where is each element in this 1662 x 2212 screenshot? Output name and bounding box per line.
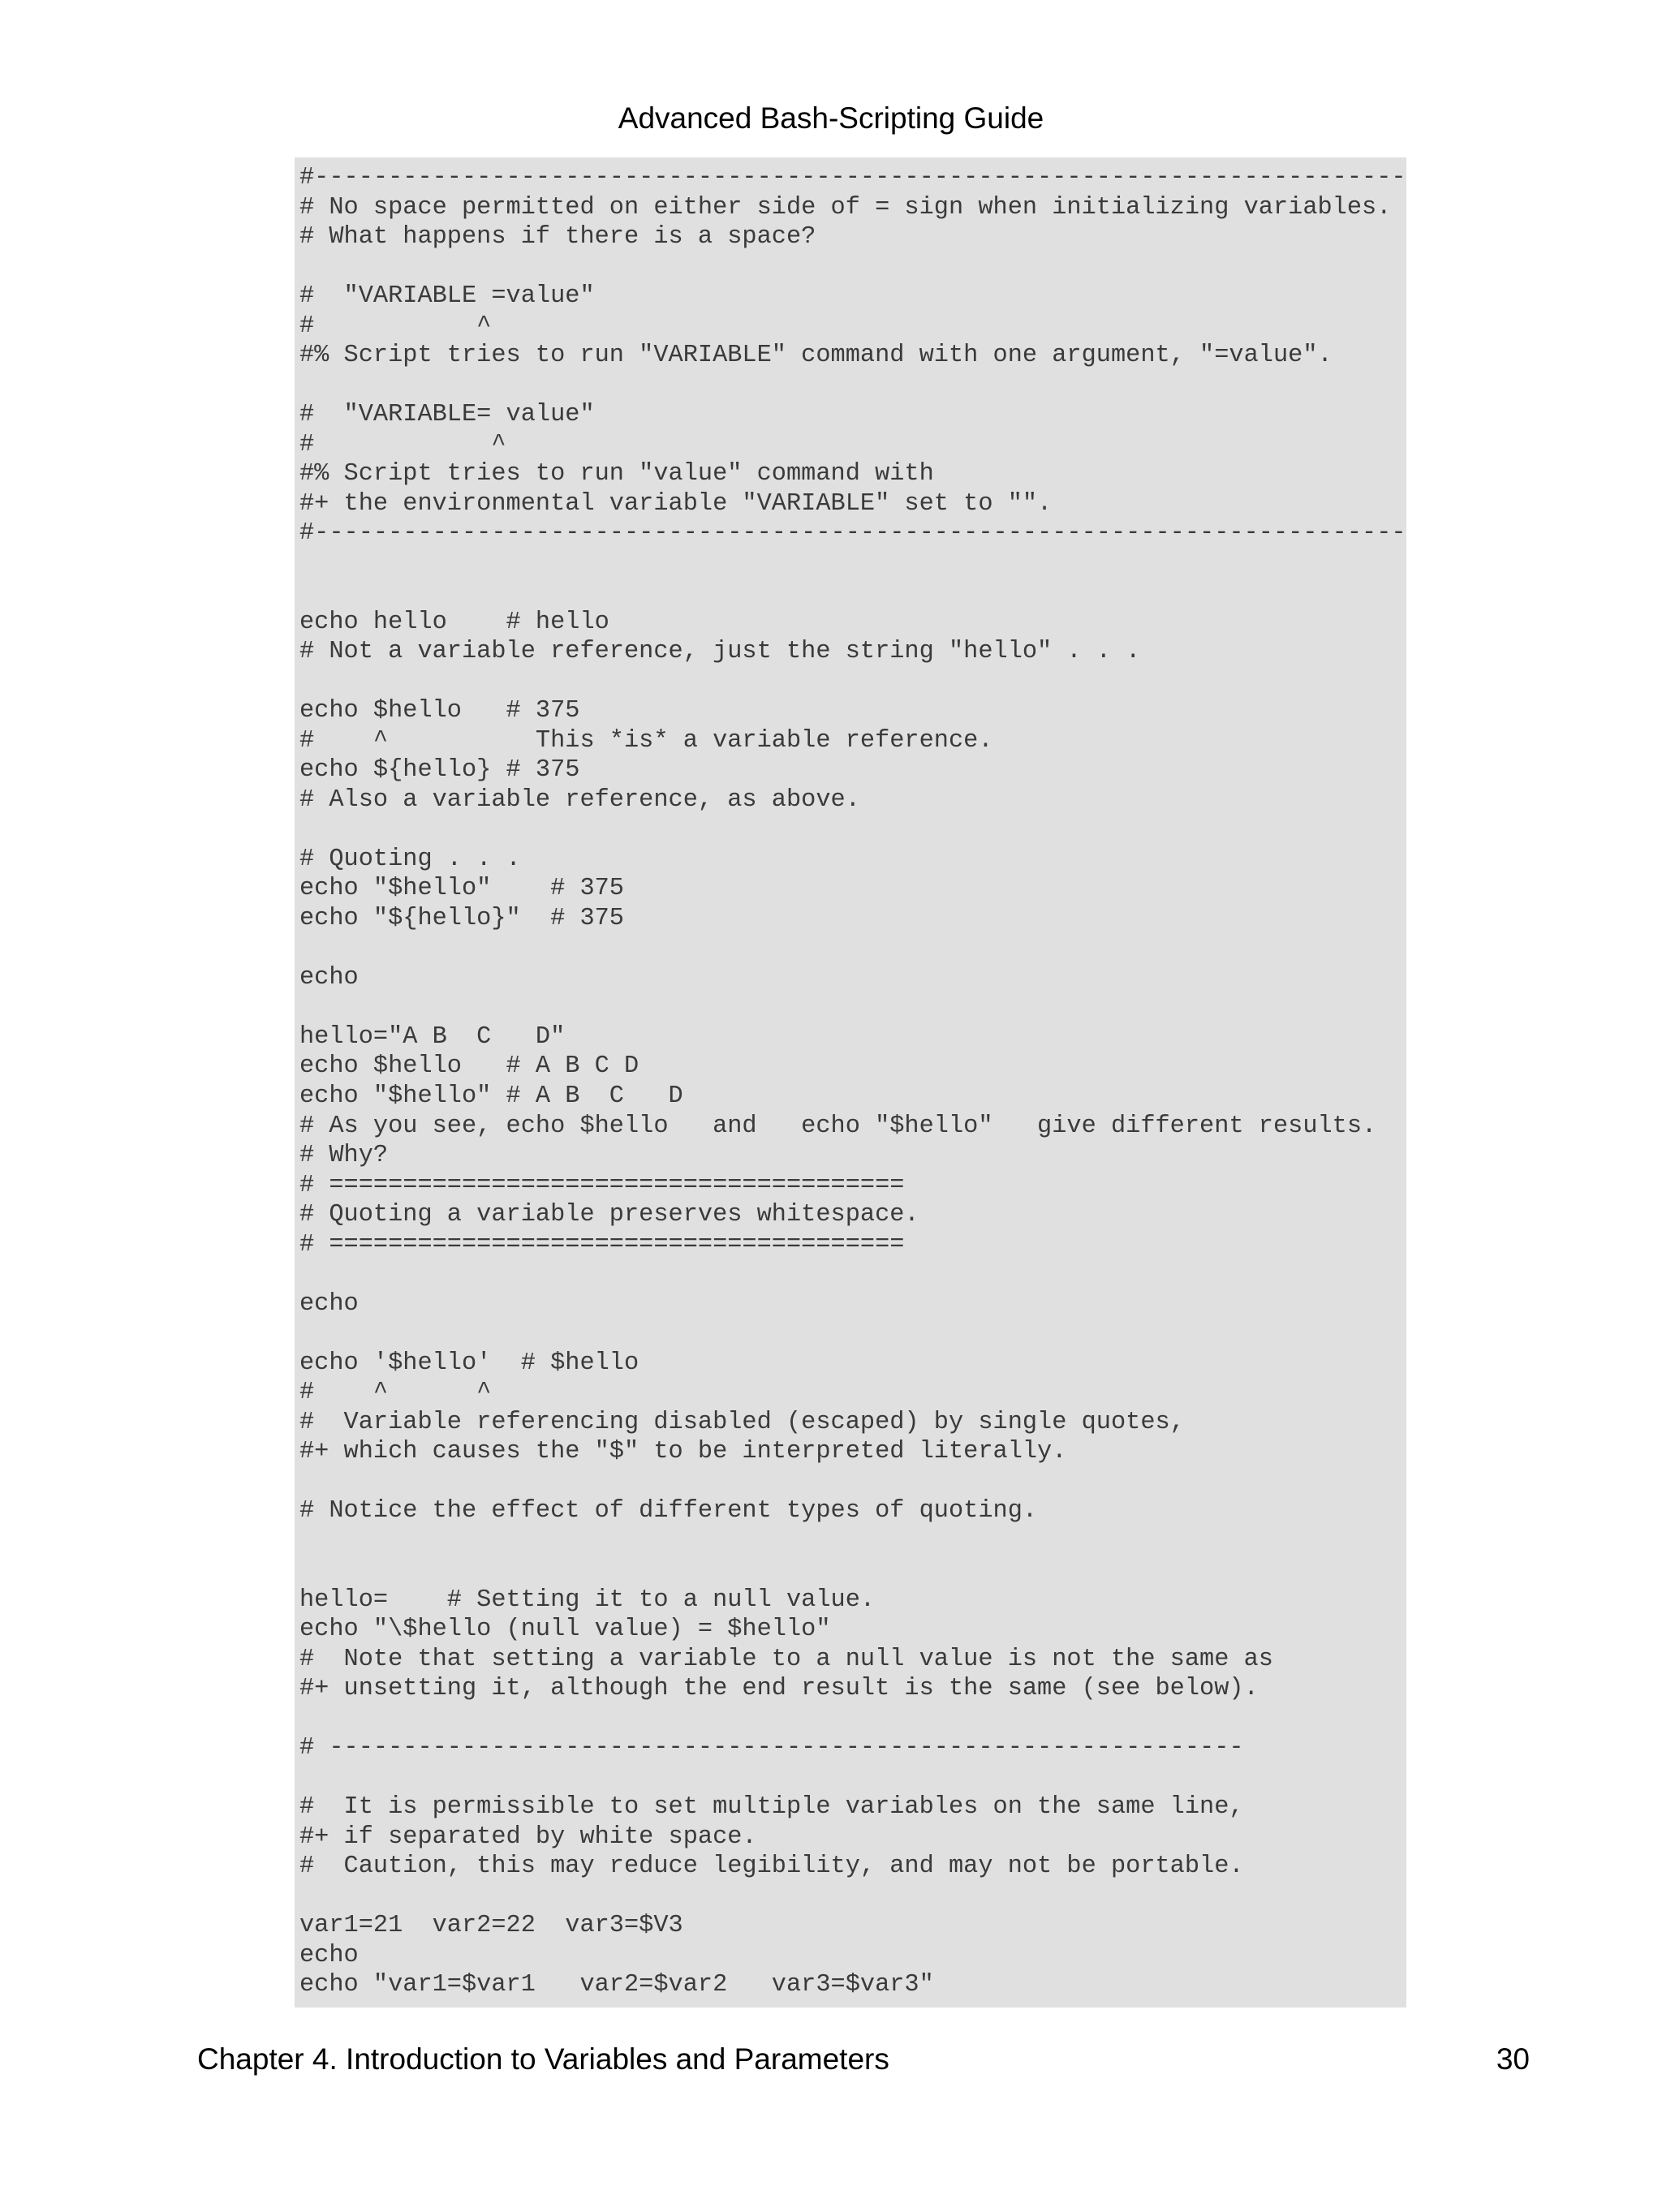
code-line [299,578,1406,608]
code-line: #% Script tries to run "value" command with [299,460,934,488]
code-line: # Notice the effect of different types of quoting. [299,1497,1038,1526]
code-line: # ======================================= [299,1230,905,1259]
code-line: # Quoting . . . [299,845,521,873]
code-line: # "VARIABLE =value" [299,282,595,311]
code-line: # It is permissible to set multiple variables on the same line, [299,1793,1244,1822]
code-line: echo "$hello" # A B C D [299,1082,683,1110]
footer-chapter-title: Chapter 4. Introduction to Variables and Parameters [197,2042,889,2076]
code-line: # Why? [299,1142,389,1170]
code-line [299,1556,1406,1586]
code-line [299,1763,1406,1793]
code-line: # "VARIABLE= value" [299,401,595,429]
code-line [299,1467,1406,1497]
page-header-title: Advanced Bash-Scripting Guide [618,101,1044,135]
code-line: #% Script tries to run "VARIABLE" command with one argument, "=value". [299,342,1333,370]
code-line: # ^ ^ [299,1379,492,1407]
code-line: # ======================================= [299,1171,905,1199]
code-line [299,1882,1406,1912]
code-line: # -------------------------------------------------------------- [299,1734,1244,1762]
code-line: # Variable referencing disabled (escaped) by single quotes, [299,1408,1185,1436]
code-line: # Caution, this may reduce legibility, and may not be portable. [299,1853,1244,1881]
code-line: echo "${hello}" # 375 [299,904,624,932]
code-line: echo ${hello} # 375 [299,756,580,785]
code-line: echo "$hello" # 375 [299,875,624,903]
code-line: #+ unsetting it, although the end result is the same (see below). [299,1675,1259,1703]
code-line: # As you see, echo $hello and echo "$hello" give different results. [299,1112,1377,1140]
code-line [299,992,1406,1022]
code-line [299,933,1406,963]
code-line: # Note that setting a variable to a null value is not the same as [299,1645,1273,1673]
code-line: hello= # Setting it to a null value. [299,1586,876,1614]
footer-page-number: 30 [1496,2042,1530,2076]
code-line: #-------------------------------------------------------------------------- [299,519,1406,548]
code-line: var1=21 var2=22 var3=$V3 [299,1912,683,1940]
code-line: echo $hello # 375 [299,697,580,725]
code-line [299,1526,1406,1556]
code-line [299,1704,1406,1734]
code-line: echo hello # hello [299,608,609,636]
code-line [299,1259,1406,1289]
code-line: # ^ This *is* a variable reference. [299,726,993,755]
code-line: # What happens if there is a space? [299,223,816,252]
code-line: echo "var1=$var1 var2=$var2 var3=$var3" [299,1971,934,1999]
code-line: hello="A B C D" [299,1022,566,1051]
code-line: echo [299,963,359,992]
code-line: # ^ [299,430,506,458]
code-line [299,252,1406,282]
code-line: # No space permitted on either side of = sign when initializing variables. [299,193,1392,222]
code-line: #+ if separated by white space. [299,1823,757,1851]
code-line: echo [299,1941,359,1969]
code-line: # Also a variable reference, as above. [299,785,860,814]
code-line [299,815,1406,845]
code-line: echo [299,1289,359,1318]
code-line: #-------------------------------------------------------------------------- [299,164,1406,192]
code-line [299,549,1406,579]
code-line [299,371,1406,401]
code-line: # Quoting a variable preserves whitespace. [299,1201,919,1229]
code-line: #+ which causes the "$" to be interpreted literally. [299,1438,1067,1466]
code-line: echo '$hello' # $hello [299,1349,639,1377]
code-line: # Not a variable reference, just the string "hello" . . . [299,638,1141,666]
code-line: echo $hello # A B C D [299,1052,639,1081]
code-line [299,667,1406,697]
code-listing [295,157,1406,2008]
code-line: #+ the environmental variable "VARIABLE" set to "". [299,489,1053,518]
code-line: echo "\$hello (null value) = $hello" [299,1616,831,1644]
code-line: # ^ [299,312,492,340]
code-line [299,1319,1406,1349]
